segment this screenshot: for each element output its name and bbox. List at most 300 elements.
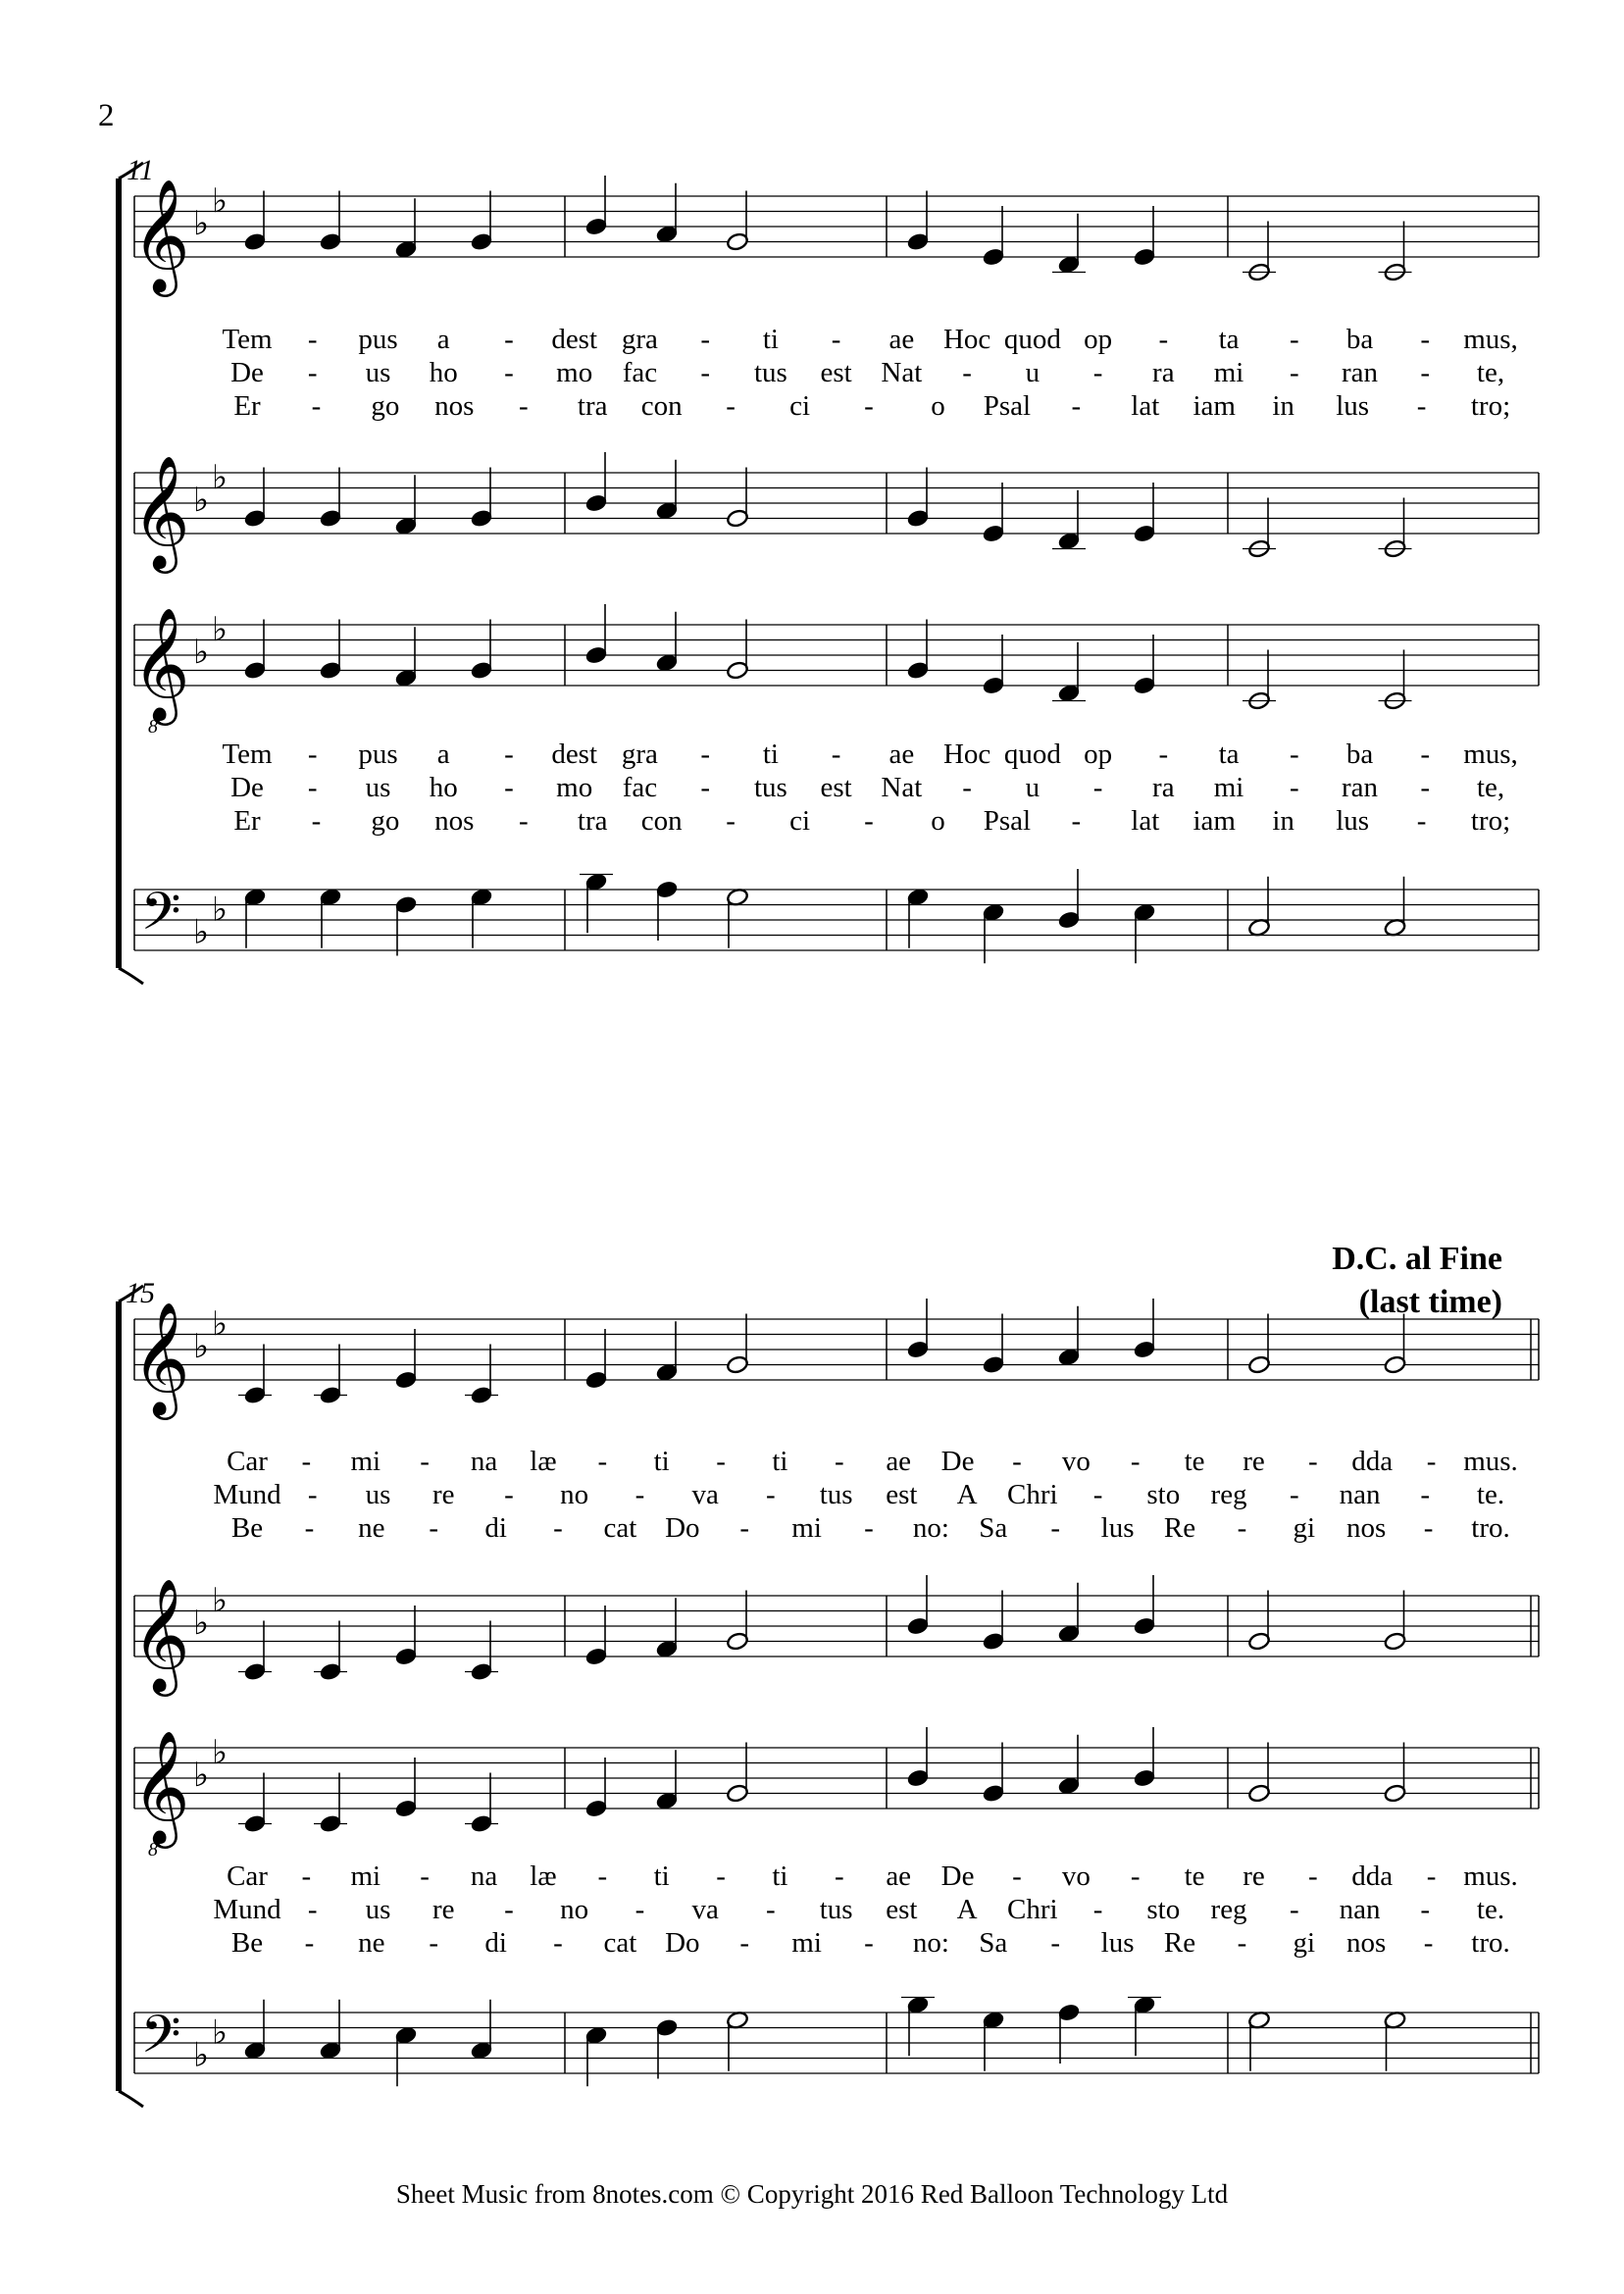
lyric-syllable: ae — [888, 739, 915, 770]
lyric-syllable: læ — [530, 1446, 557, 1477]
lyric-hyphen: - — [518, 805, 529, 837]
key-signature-flat: ♭ — [192, 1329, 210, 1365]
note — [394, 627, 418, 688]
lyric-syllable: Chri — [1007, 1894, 1058, 1925]
lyric-syllable: Er — [233, 805, 261, 837]
note — [1057, 1306, 1081, 1367]
lyric-syllable: ne — [358, 1512, 385, 1544]
lyric-hyphen: - — [766, 1479, 776, 1510]
note — [1052, 490, 1086, 551]
lyric-syllable: nos — [1346, 1927, 1387, 1959]
key-signature-flat: ♭ — [211, 1582, 228, 1619]
lyric-hyphen: - — [1289, 1894, 1299, 1925]
note — [238, 1345, 272, 1405]
lyric-syllable: pus — [358, 739, 398, 770]
lyric-syllable: Tem — [222, 324, 273, 355]
lyric-syllable: De — [230, 357, 264, 388]
lyric-syllable: lus — [1100, 1927, 1135, 1959]
lyric-syllable: ran — [1342, 772, 1379, 803]
lyric-syllable: Mund — [213, 1479, 281, 1510]
lyric-hyphen: - — [1416, 390, 1427, 422]
lyric-hyphen: - — [429, 1927, 439, 1959]
key-signature-flat: ♭ — [211, 892, 228, 929]
note — [655, 1321, 679, 1382]
note — [470, 888, 493, 948]
lyric-hyphen: - — [429, 1512, 439, 1544]
lyric-hyphen: - — [597, 1861, 608, 1892]
lyric-syllable: u — [1025, 772, 1040, 803]
note — [319, 468, 342, 529]
lyric-hyphen: - — [634, 1479, 645, 1510]
note — [726, 1743, 749, 1804]
note — [314, 1345, 347, 1405]
note — [982, 1743, 1005, 1804]
lyric-syllable: ae — [888, 324, 915, 355]
note — [465, 1621, 498, 1682]
lyric-syllable: Sa — [979, 1512, 1008, 1544]
lyric-syllable: sto — [1146, 1479, 1181, 1510]
lyric-syllable: Re — [1163, 1927, 1196, 1959]
note — [470, 191, 493, 252]
lyric-hyphen: - — [1426, 1861, 1437, 1892]
treble-staff — [131, 1575, 1539, 1697]
bass-clef: 𝄢 — [140, 883, 181, 953]
lyric-syllable: mi — [1213, 772, 1244, 803]
note — [1243, 222, 1276, 282]
lyric-syllable: ho — [429, 772, 458, 803]
lyric-syllable: te, — [1476, 357, 1505, 388]
lyric-hyphen: - — [307, 739, 318, 770]
lyric-hyphen: - — [716, 1446, 726, 1477]
bass-staff — [134, 1995, 1539, 2086]
lyric-syllable: va — [691, 1479, 719, 1510]
lyric-hyphen: - — [831, 324, 841, 355]
lyric-hyphen: - — [1289, 772, 1299, 803]
lyric-hyphen: - — [1158, 739, 1169, 770]
lyric-syllable: Do — [665, 1512, 700, 1544]
treble-clef: 𝄞 — [131, 1581, 190, 1690]
lyric-syllable: Nat — [881, 772, 923, 803]
lyric-hyphen: - — [307, 1894, 318, 1925]
lyric-syllable: gra — [621, 739, 658, 770]
lyric-syllable: fac — [622, 772, 658, 803]
lyric-syllable: mi — [350, 1446, 381, 1477]
lyric-syllable: Re — [1163, 1512, 1196, 1544]
lyric-syllable: dda — [1351, 1446, 1394, 1477]
treble-staff — [131, 452, 1539, 574]
system-bracket — [116, 178, 122, 968]
lyric-syllable: tus — [819, 1894, 853, 1925]
lyric-syllable: Er — [233, 390, 261, 422]
note — [982, 902, 1005, 963]
lyric-syllable: us — [365, 1894, 391, 1925]
lyric-syllable: dest — [551, 739, 598, 770]
note — [243, 2000, 267, 2061]
lyric-syllable: Psal — [983, 390, 1032, 422]
treble-staff — [131, 176, 1539, 297]
lyric-hyphen: - — [1289, 1479, 1299, 1510]
lyric-hyphen: - — [834, 1861, 844, 1892]
lyric-hyphen: - — [864, 805, 874, 837]
lyric-syllable: us — [365, 357, 391, 388]
lyric-syllable: ra — [1152, 772, 1175, 803]
lyric-hyphen: - — [1092, 357, 1103, 388]
key-signature-flat: ♭ — [211, 1734, 228, 1771]
lyric-syllable: tus — [753, 772, 787, 803]
note — [726, 620, 749, 681]
lyric-syllable: vo — [1061, 1861, 1091, 1892]
treble-clef: 𝄞 — [131, 610, 190, 719]
lyric-syllable: est — [886, 1479, 918, 1510]
key-signature-flat: ♭ — [211, 1305, 228, 1343]
note — [243, 191, 267, 252]
lyric-hyphen: - — [420, 1446, 430, 1477]
lyric-syllable: ae — [886, 1446, 912, 1477]
note — [906, 468, 930, 529]
lyric-syllable: no — [560, 1894, 589, 1925]
note — [1052, 214, 1086, 275]
lyric-syllable: tra — [577, 390, 608, 422]
lyric-syllable: re — [431, 1479, 455, 1510]
lyric-hyphen: - — [1158, 324, 1169, 355]
treble-staff — [131, 604, 1539, 738]
lyric-syllable: Chri — [1007, 1479, 1058, 1510]
note — [1243, 650, 1276, 711]
note — [1247, 2011, 1271, 2071]
lyric-syllable: Be — [230, 1927, 264, 1959]
note — [1128, 1995, 1161, 2056]
note — [906, 1727, 930, 1788]
octave-treble-mark: 8 — [148, 716, 158, 738]
lyric-syllable: mus, — [1463, 324, 1518, 355]
note — [655, 1750, 679, 1810]
lyric-hyphen: - — [864, 1512, 874, 1544]
lyric-hyphen: - — [726, 390, 736, 422]
note — [1247, 1743, 1271, 1804]
octave-treble-mark: 8 — [148, 1839, 158, 1861]
lyric-hyphen: - — [1012, 1446, 1022, 1477]
lyric-syllable: reg — [1210, 1479, 1247, 1510]
lyric-hyphen: - — [307, 772, 318, 803]
note — [982, 1314, 1005, 1375]
lyric-syllable: est — [886, 1894, 918, 1925]
lyric-hyphen: - — [739, 1512, 750, 1544]
lyric-hyphen: - — [1426, 1446, 1437, 1477]
lyric-hyphen: - — [1237, 1512, 1247, 1544]
lyric-hyphen: - — [1289, 739, 1299, 770]
lyric-syllable: mi — [791, 1927, 822, 1959]
note — [394, 1329, 418, 1390]
note — [906, 1299, 930, 1359]
lyric-hyphen: - — [504, 357, 514, 388]
lyric-syllable: fac — [622, 357, 658, 388]
lyric-syllable: ci — [789, 390, 811, 422]
lyric-hyphen: - — [504, 1479, 514, 1510]
note — [1379, 650, 1412, 711]
lyric-syllable: gi — [1293, 1927, 1316, 1959]
lyric-syllable: na — [470, 1861, 498, 1892]
lyric-syllable: mo — [556, 357, 593, 388]
page-number: 2 — [98, 98, 115, 133]
note — [982, 1591, 1005, 1652]
note — [1133, 1299, 1156, 1359]
dc-line-2: (last time) — [1358, 1284, 1502, 1320]
note — [901, 1995, 935, 2056]
lyric-syllable: mo — [556, 772, 593, 803]
lyric-hyphen: - — [307, 357, 318, 388]
lyric-syllable: dda — [1351, 1861, 1394, 1892]
lyric-syllable: De — [230, 772, 264, 803]
note — [726, 191, 749, 252]
note — [1133, 483, 1156, 543]
note — [655, 880, 679, 941]
note — [982, 635, 1005, 695]
lyric-syllable: tro. — [1471, 1927, 1510, 1959]
treble-staff — [131, 1727, 1539, 1861]
note — [906, 620, 930, 681]
lyric-syllable: mi — [350, 1861, 381, 1892]
lyric-hyphen: - — [1289, 324, 1299, 355]
lyric-syllable: go — [371, 390, 400, 422]
treble-clef: 𝄞 — [131, 1304, 190, 1413]
lyric-hyphen: - — [700, 324, 710, 355]
lyric-syllable: dest — [551, 324, 598, 355]
lyric-syllable: op — [1084, 324, 1113, 355]
lyric-syllable: Car — [227, 1446, 268, 1477]
lyric-syllable: Nat — [881, 357, 923, 388]
lyric-hyphen: - — [504, 1894, 514, 1925]
note — [655, 460, 679, 521]
lyric-hyphen: - — [1092, 1479, 1103, 1510]
lyric-syllable: nos — [1346, 1512, 1387, 1544]
note — [238, 1773, 272, 1834]
lyric-syllable: di — [484, 1927, 507, 1959]
note — [1243, 498, 1276, 559]
lyric-hyphen: - — [962, 772, 972, 803]
lyric-syllable: Tem — [222, 739, 273, 770]
lyric-syllable: ti — [772, 1446, 788, 1477]
lyric-syllable: tus — [753, 357, 787, 388]
key-signature-flat: ♭ — [192, 2037, 210, 2074]
note — [726, 468, 749, 529]
lyric-hyphen: - — [301, 1446, 312, 1477]
lyric-syllable: De — [940, 1446, 975, 1477]
lyric-syllable: Car — [227, 1861, 268, 1892]
note — [1247, 877, 1271, 938]
treble-staff — [131, 1299, 1539, 1420]
lyric-hyphen: - — [1092, 772, 1103, 803]
lyric-syllable: te. — [1476, 1894, 1505, 1925]
note — [726, 1314, 749, 1375]
note — [319, 620, 342, 681]
note — [394, 1758, 418, 1818]
lyric-hyphen: - — [307, 324, 318, 355]
lyric-syllable: nos — [434, 390, 475, 422]
note — [726, 888, 749, 948]
lyric-syllable: iam — [1193, 390, 1236, 422]
lyric-syllable: a — [436, 324, 450, 355]
lyric-hyphen: - — [834, 1446, 844, 1477]
lyric-syllable: con — [640, 390, 683, 422]
lyric-syllable: Do — [665, 1927, 700, 1959]
note — [465, 1773, 498, 1834]
lyric-syllable: no — [560, 1479, 589, 1510]
note — [906, 888, 930, 948]
key-signature-flat: ♭ — [192, 635, 210, 671]
note — [319, 2000, 342, 2061]
lyric-syllable: cat — [603, 1927, 637, 1959]
lyric-hyphen: - — [1130, 1861, 1141, 1892]
lyric-hyphen: - — [962, 357, 972, 388]
lyric-syllable: Be — [230, 1512, 264, 1544]
lyric-syllable: quod — [1003, 739, 1061, 770]
lyric-syllable: mus. — [1463, 1446, 1518, 1477]
note — [319, 191, 342, 252]
lyric-hyphen: - — [634, 1894, 645, 1925]
lyric-syllable: lus — [1100, 1512, 1135, 1544]
lyric-syllable: lat — [1131, 805, 1160, 837]
key-signature-flat: ♭ — [192, 206, 210, 242]
lyric-syllable: iam — [1193, 805, 1236, 837]
dc-line-1: D.C. al Fine — [1332, 1241, 1502, 1277]
lyric-syllable: ti — [772, 1861, 788, 1892]
note — [580, 872, 613, 933]
key-signature-flat: ♭ — [211, 2014, 228, 2052]
note — [1133, 1575, 1156, 1636]
note — [1057, 1583, 1081, 1644]
lyric-hyphen: - — [1420, 772, 1431, 803]
key-signature-flat: ♭ — [192, 1758, 210, 1794]
note — [470, 2000, 493, 2061]
note — [584, 1758, 608, 1818]
lyric-hyphen: - — [311, 805, 322, 837]
note — [982, 2011, 1005, 2071]
key-signature-flat: ♭ — [211, 459, 228, 496]
note — [906, 191, 930, 252]
measure-number: 11 — [127, 154, 154, 186]
lyric-hyphen: - — [831, 739, 841, 770]
lyric-syllable: nan — [1339, 1894, 1381, 1925]
lyric-hyphen: - — [864, 1927, 874, 1959]
note — [1057, 869, 1081, 930]
lyric-syllable: quod — [1003, 324, 1061, 355]
bracket-bottom-hook — [119, 2091, 143, 2107]
note — [319, 888, 342, 948]
note — [1133, 1727, 1156, 1788]
note — [238, 1621, 272, 1682]
lyric-syllable: va — [691, 1894, 719, 1925]
note — [982, 483, 1005, 543]
note — [1384, 1743, 1407, 1804]
note — [394, 895, 418, 956]
lyric-syllable: De — [940, 1861, 975, 1892]
key-signature-flat: ♭ — [192, 914, 210, 951]
lyric-syllable: ti — [762, 739, 779, 770]
note — [584, 1606, 608, 1666]
key-signature-flat: ♭ — [192, 483, 210, 519]
note — [394, 1606, 418, 1666]
lyric-syllable: mus, — [1463, 739, 1518, 770]
lyric-hyphen: - — [1071, 390, 1082, 422]
note — [584, 2025, 608, 2086]
lyric-hyphen: - — [597, 1446, 608, 1477]
treble-clef: 𝄞 — [131, 458, 190, 567]
note — [1384, 1591, 1407, 1652]
note — [243, 468, 267, 529]
note — [655, 1598, 679, 1658]
note — [584, 176, 608, 236]
treble-clef: 𝄞 — [131, 181, 190, 290]
lyric-syllable: o — [931, 390, 945, 422]
lyric-syllable: ti — [653, 1446, 670, 1477]
note — [465, 1345, 498, 1405]
lyric-hyphen: - — [739, 1927, 750, 1959]
lyric-hyphen: - — [420, 1861, 430, 1892]
lyric-syllable: tus — [819, 1479, 853, 1510]
lyric-syllable: ba — [1345, 324, 1374, 355]
note — [1384, 2011, 1407, 2071]
lyric-syllable: us — [365, 772, 391, 803]
measure-number: 15 — [126, 1277, 155, 1309]
lyric-syllable: ae — [886, 1861, 912, 1892]
note — [1052, 642, 1086, 703]
bass-staff — [134, 869, 1539, 963]
lyric-syllable: na — [470, 1446, 498, 1477]
lyric-syllable: vo — [1061, 1446, 1091, 1477]
note — [726, 2011, 749, 2071]
note — [243, 888, 267, 948]
bass-clef: 𝄢 — [140, 2006, 181, 2076]
lyric-hyphen: - — [304, 1512, 315, 1544]
system-bracket — [116, 1301, 122, 2091]
lyric-hyphen: - — [766, 1894, 776, 1925]
lyric-syllable: ba — [1345, 739, 1374, 770]
lyric-hyphen: - — [1092, 1894, 1103, 1925]
note — [726, 1591, 749, 1652]
lyric-hyphen: - — [700, 357, 710, 388]
note — [906, 1575, 930, 1636]
lyric-syllable: est — [820, 772, 852, 803]
note — [1379, 498, 1412, 559]
lyric-hyphen: - — [1420, 739, 1431, 770]
lyric-syllable: a — [436, 739, 450, 770]
note — [470, 468, 493, 529]
note — [1384, 877, 1407, 938]
note — [394, 198, 418, 259]
lyric-syllable: Hoc — [942, 324, 991, 355]
note — [470, 620, 493, 681]
note — [314, 1773, 347, 1834]
lyric-syllable: ne — [358, 1927, 385, 1959]
lyric-syllable: ta — [1218, 739, 1240, 770]
bracket-bottom-hook — [119, 968, 143, 984]
lyric-hyphen: - — [1420, 1894, 1431, 1925]
lyric-syllable: in — [1272, 805, 1294, 837]
lyric-syllable: u — [1025, 357, 1040, 388]
lyric-syllable: Hoc — [942, 739, 991, 770]
lyric-hyphen: - — [1416, 805, 1427, 837]
lyric-hyphen: - — [700, 772, 710, 803]
note — [1057, 2003, 1081, 2064]
lyric-syllable: re — [1243, 1861, 1265, 1892]
lyric-syllable: gra — [621, 324, 658, 355]
lyric-hyphen: - — [1308, 1446, 1318, 1477]
lyric-syllable: est — [820, 357, 852, 388]
lyric-syllable: ra — [1152, 357, 1175, 388]
lyric-syllable: ran — [1342, 357, 1379, 388]
lyric-syllable: re — [1243, 1446, 1265, 1477]
lyric-hyphen: - — [504, 772, 514, 803]
